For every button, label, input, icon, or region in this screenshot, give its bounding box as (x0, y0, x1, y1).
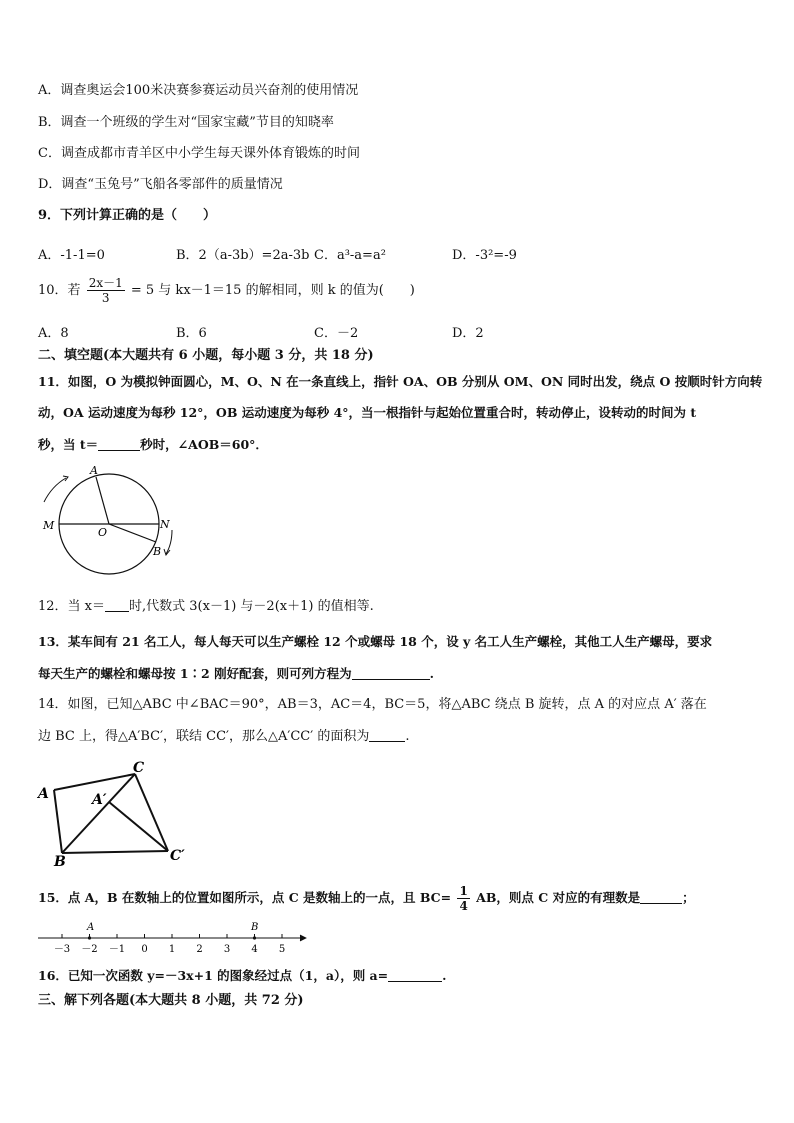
hand-oa (96, 477, 109, 524)
q16-post: . (442, 968, 447, 983)
section-3-heading: 三、解下列各题(本大题共 8 小题，共 72 分) (38, 993, 304, 1008)
q13-answer-blank[interactable] (352, 665, 430, 680)
label-m: M (43, 519, 55, 532)
q10-fraction-numerator: 2x－1 (88, 276, 123, 290)
rotation-arrow-right (166, 530, 172, 554)
q8-option-a: A．调查奥运会100米决赛参赛运动员兴奋剂的使用情况 (38, 83, 359, 98)
q10-stem (38, 276, 415, 305)
q10-option-d: D．2 (452, 326, 484, 341)
q11-line-2: 动，OA 运动速度为每秒 12°，OB 运动速度为每秒 4°，当一根指针与起始位置重合时，转动停止，设转动的时间为 t (38, 405, 697, 420)
label-b: B (54, 854, 66, 868)
q12-pre: 12．当 x＝ (38, 599, 106, 614)
q9-option-d: D．-3²=-9 (452, 248, 517, 263)
q13-line-1: 13．某车间有 21 名工人，每人每天可以生产螺栓 12 个或螺母 18 个，设 y 名工人生产螺栓，其他工人生产螺母，要求 (38, 634, 713, 649)
q14-answer-blank[interactable] (369, 727, 405, 742)
segment-ab (54, 790, 62, 853)
q11-line-1: 11．如图，O 为模拟钟面圆心，M、O、N 在一条直线上，指针 OA、OB 分别从 OM、ON 同时出发，绕点 O 按顺时针方向转 (38, 374, 763, 389)
segment-a2c2 (109, 802, 168, 851)
q11-line-3-post: 秒时，∠AOB＝60°． (140, 437, 268, 452)
q15-fraction-denominator: 4 (459, 899, 468, 913)
q10-fraction (87, 276, 125, 305)
q9-stem: 9．下列计算正确的是（ ） (38, 208, 217, 223)
label-a: A (38, 786, 49, 802)
q14-line-2-post: . (405, 729, 410, 744)
q9-option-c: C．a³-a=a² (314, 248, 386, 263)
q10-fraction-denominator: 3 (101, 291, 110, 305)
q9-option-a: A．-1-1=0 (38, 248, 105, 263)
tick-label: 4 (251, 944, 258, 955)
q14-line-2-pre: 边 BC 上，得△A′BC′，联结 CC′，那么△A′CC′ 的面积为 (38, 729, 370, 744)
point-marker (88, 936, 91, 939)
tick-label: 1 (168, 944, 176, 955)
tick-group (54, 934, 285, 955)
q13-line-2-pre: 每天生产的螺栓和螺母按 1∶2 刚好配套，则可列方程为 (38, 666, 352, 681)
q16-pre: 16．已知一次函数 y=－3x+1 的图象经过点（1，a），则 a= (38, 968, 389, 983)
label-a-prime: A′ (92, 792, 107, 808)
q15-answer-blank[interactable] (640, 889, 682, 904)
tick-label: 2 (196, 944, 203, 955)
q8-option-d: D．调查“玉兔号”飞船各零部件的质量情况 (38, 177, 283, 192)
axis-arrow-icon (300, 935, 306, 941)
q11-answer-blank[interactable] (98, 436, 140, 451)
q8-option-b: B．调查一个班级的学生对“国家宝藏”节目的知晓率 (38, 115, 334, 130)
section-2-heading: 二、填空题(本大题共有 6 小题，每小题 3 分，共 18 分) (38, 348, 374, 363)
segment-bc2 (62, 851, 168, 853)
q10-option-a: A．8 (38, 326, 69, 341)
q11-clock-figure (38, 462, 198, 582)
point-b-label: B (251, 922, 259, 933)
tick-label: －3 (53, 944, 71, 955)
q12-stem (38, 597, 374, 616)
tick-label: 5 (278, 944, 286, 955)
q15-pre: 15．点 A，B 在数轴上的位置如图所示，点 C 是数轴上的一点，且 BC= (38, 890, 452, 905)
q14-line-2 (38, 727, 409, 746)
rotation-arrow-left (44, 478, 66, 502)
label-c: C (133, 760, 145, 776)
q11-line-3 (38, 436, 268, 454)
label-n: N (160, 518, 170, 531)
q8-option-c: C．调查成都市青羊区中小学生每天课外体育锻炼的时间 (38, 146, 360, 161)
point-marker (253, 936, 256, 939)
q16-answer-blank[interactable] (388, 967, 442, 982)
label-b: B (153, 545, 162, 558)
hand-ob (109, 524, 156, 542)
q12-post: 时,代数式 3(x－1) 与－2(x＋1) 的值相等. (129, 599, 374, 614)
label-o: O (98, 526, 108, 539)
q10-option-b: B．6 (176, 326, 207, 341)
label-c-prime: C′ (170, 848, 185, 864)
point-a-label: A (87, 922, 95, 933)
q15-fraction-numerator: 1 (459, 884, 468, 898)
segment-cc2 (135, 774, 168, 851)
q15-end: ； (682, 890, 695, 905)
tick-label: 0 (141, 944, 148, 955)
q14-triangle-figure (36, 756, 196, 868)
q12-answer-blank[interactable] (105, 597, 129, 612)
q9-option-b: B．2（a-3b）=2a-3b (176, 248, 310, 263)
label-a: A (90, 464, 98, 477)
q15-number-line (36, 918, 316, 958)
q13-line-2-post: . (429, 666, 434, 681)
q15-stem (38, 884, 695, 913)
tick-label: －2 (81, 944, 98, 955)
q15-fraction (457, 884, 469, 913)
q13-line-2 (38, 665, 434, 683)
q14-line-1: 14．如图，已知△ABC 中∠BAC＝90°，AB＝3，AC＝4，BC＝5，将△ABC 绕点 B 旋转，点 A 的对应点 A′ 落在 (38, 697, 707, 712)
q10-option-c: C．－2 (314, 326, 359, 341)
q10-suffix: = 5 与 kx－1＝15 的解相同，则 k 的值为( ) (130, 283, 415, 298)
tick-label: －1 (108, 944, 126, 955)
q11-line-3-pre: 秒，当 t＝ (38, 437, 99, 452)
q16-stem (38, 967, 447, 985)
tick-label: 3 (223, 944, 231, 955)
q10-prefix: 10．若 (38, 283, 81, 298)
q15-post: AB，则点 C 对应的有理数是 (476, 890, 641, 905)
